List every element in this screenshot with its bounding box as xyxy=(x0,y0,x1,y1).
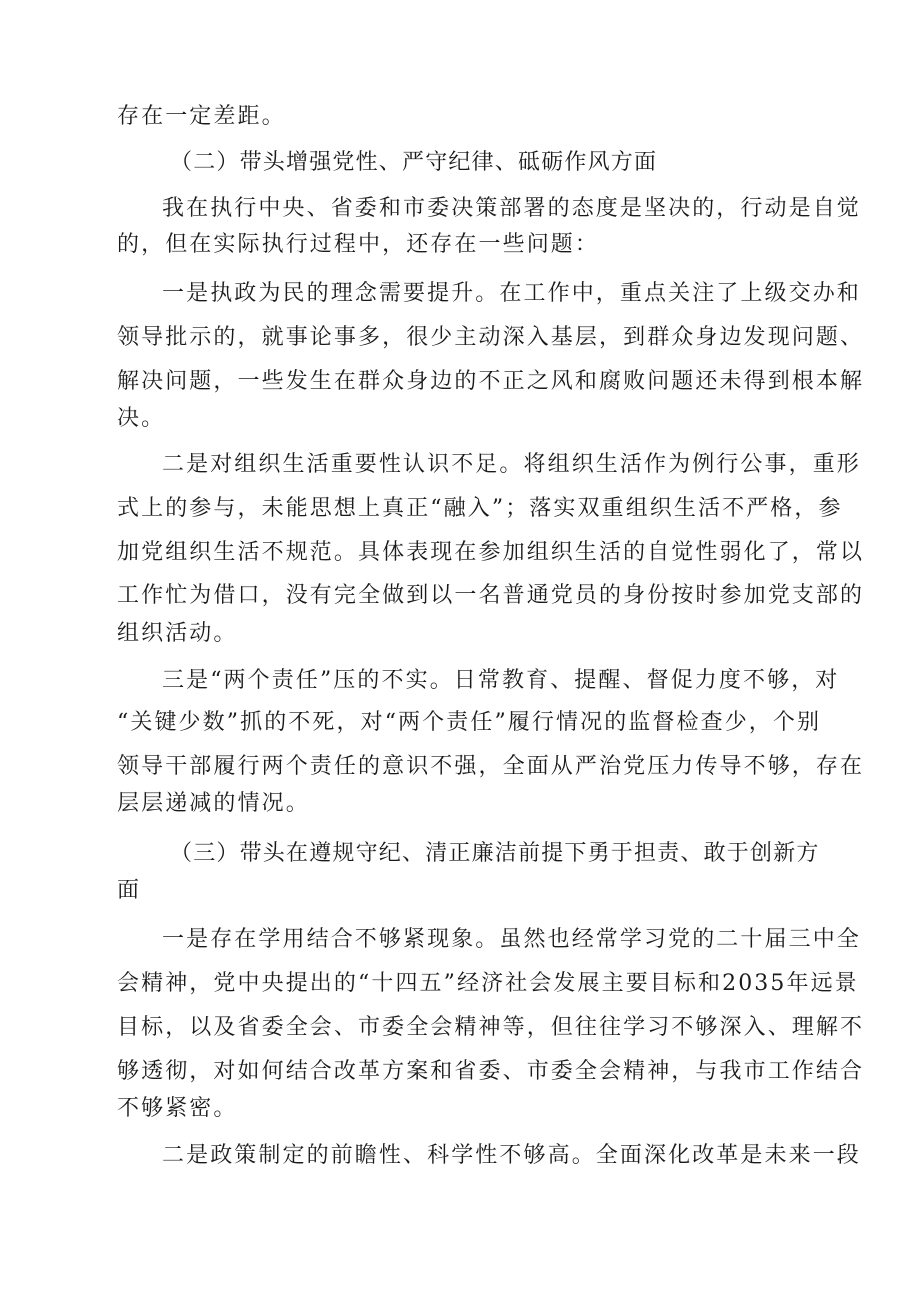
paragraph-line: 二是政策制定的前瞻性、科学性不够高。全面深化改革是未来一段 xyxy=(162,1143,861,1168)
paragraph-line: 加党组织生活不规范。具体表现在参加组织生活的自觉性弱化了，常以 xyxy=(117,540,865,565)
paragraph-line: 会精神，党中央提出的“十四五”经济社会发展主要目标和2035年远景 xyxy=(117,971,859,996)
paragraph-line: 式上的参与，未能思想上真正“融入”；落实双重组织生活不严格，参 xyxy=(117,496,843,521)
paragraph-line: 领导批示的，就事论事多，很少主动深入基层，到群众身边发现问题、 xyxy=(117,325,865,350)
paragraph-line: 工作忙为借口，没有完全做到以一名普通党员的身份按时参加党支部的 xyxy=(117,583,865,608)
paragraph-line: 层层递减的情况。 xyxy=(117,791,310,816)
paragraph-line: 二是对组织生活重要性认识不足。将组织生活作为例行公事，重形 xyxy=(162,452,861,477)
paragraph-line: 不够紧密。 xyxy=(117,1096,238,1121)
paragraph-line: 一是存在学用结合不够紧现象。虽然也经常学习党的二十届三中全 xyxy=(162,927,861,952)
paragraph-line: “关键少数”抓的不死，对“两个责任”履行情况的监督检查少，个别 xyxy=(117,710,822,735)
paragraph-line: 的，但在实际执行过程中，还存在一些问题： xyxy=(117,232,600,257)
paragraph-line: 一是执政为民的理念需要提升。在工作中，重点关注了上级交办和 xyxy=(162,281,861,306)
section-heading: （二）带头增强党性、严守纪律、砥砺作风方面 xyxy=(170,150,658,175)
section-heading: （三）带头在遵规守纪、清正廉洁前提下勇于担责、敢于创新方 xyxy=(170,841,820,866)
paragraph-line: 解决问题，一些发生在群众身边的不正之风和腐败问题还未得到根本解 xyxy=(117,369,865,394)
paragraph-line: 我在执行中央、省委和市委决策部署的态度是坚决的，行动是自觉 xyxy=(162,196,861,221)
paragraph-line: 目标，以及省委全会、市委全会精神等，但往往学习不够深入、理解不 xyxy=(117,1015,865,1040)
paragraph-line: 够透彻，对如何结合改革方案和省委、市委全会精神，与我市工作结合 xyxy=(117,1059,865,1084)
paragraph-line: 存在一定差距。 xyxy=(117,104,286,129)
paragraph-line: 三是“两个责任”压的不实。日常教育、提醒、督促力度不够，对 xyxy=(162,668,840,693)
paragraph-line: 决。 xyxy=(117,406,166,431)
paragraph-line: 组织活动。 xyxy=(117,621,238,646)
section-heading-continuation: 面 xyxy=(117,878,142,903)
paragraph-line: 领导干部履行两个责任的意识不强，全面从严治党压力传导不够，存在 xyxy=(117,754,865,779)
